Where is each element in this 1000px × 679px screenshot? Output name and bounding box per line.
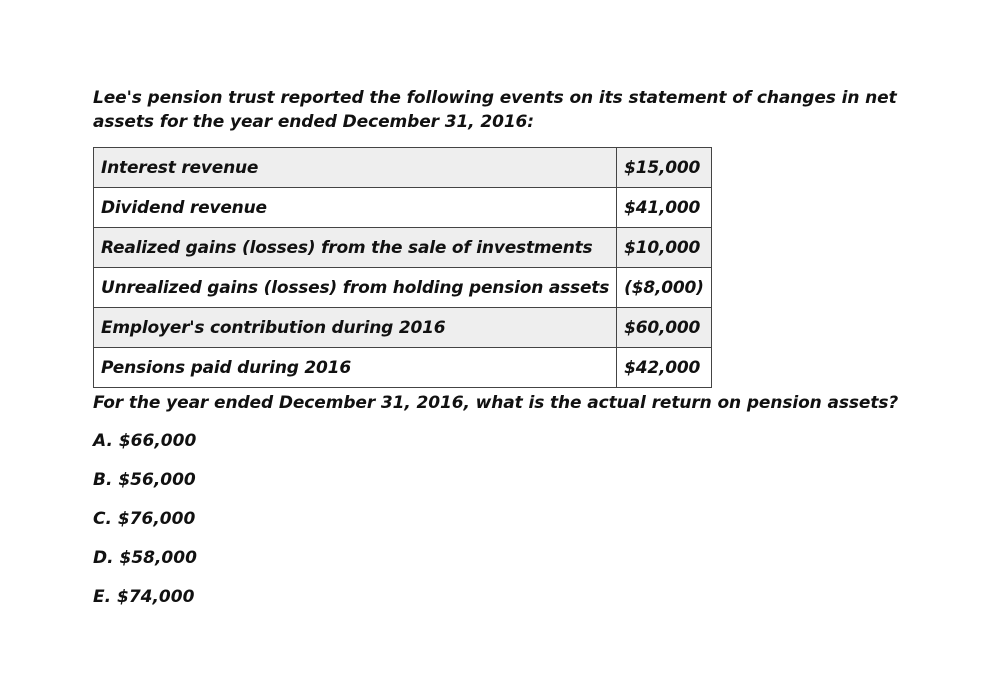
row-value: $10,000 bbox=[617, 228, 712, 268]
option-a[interactable]: A. $66,000 bbox=[93, 431, 197, 451]
row-value: $41,000 bbox=[617, 188, 712, 228]
table-row bbox=[94, 228, 712, 268]
row-label: Pensions paid during 2016 bbox=[94, 348, 617, 388]
question-card bbox=[93, 86, 953, 624]
question-text: For the year ended December 31, 2016, what is the actual return on pension assets? bbox=[93, 393, 899, 413]
option-b[interactable]: B. $56,000 bbox=[93, 470, 196, 490]
row-value: ($8,000) bbox=[617, 268, 712, 308]
row-value: $42,000 bbox=[617, 348, 712, 388]
table-row bbox=[94, 308, 712, 348]
row-label: Dividend revenue bbox=[94, 188, 617, 228]
intro-text: Lee's pension trust reported the following events on its statement of changes in net assets for the year ended December 31, 2016: bbox=[93, 88, 897, 132]
table-row bbox=[94, 348, 712, 388]
events-table bbox=[93, 147, 712, 388]
row-label: Unrealized gains (losses) from holding pension assets bbox=[94, 268, 617, 308]
row-label: Realized gains (losses) from the sale of investments bbox=[94, 228, 617, 268]
table-row bbox=[94, 148, 712, 188]
option-e[interactable]: E. $74,000 bbox=[93, 587, 195, 607]
table-row bbox=[94, 268, 712, 308]
row-label: Interest revenue bbox=[94, 148, 617, 188]
row-value: $60,000 bbox=[617, 308, 712, 348]
answer-options bbox=[93, 429, 953, 624]
option-d[interactable]: D. $58,000 bbox=[93, 548, 197, 568]
table-row bbox=[94, 188, 712, 228]
row-label: Employer's contribution during 2016 bbox=[94, 308, 617, 348]
row-value: $15,000 bbox=[617, 148, 712, 188]
option-c[interactable]: C. $76,000 bbox=[93, 509, 196, 529]
